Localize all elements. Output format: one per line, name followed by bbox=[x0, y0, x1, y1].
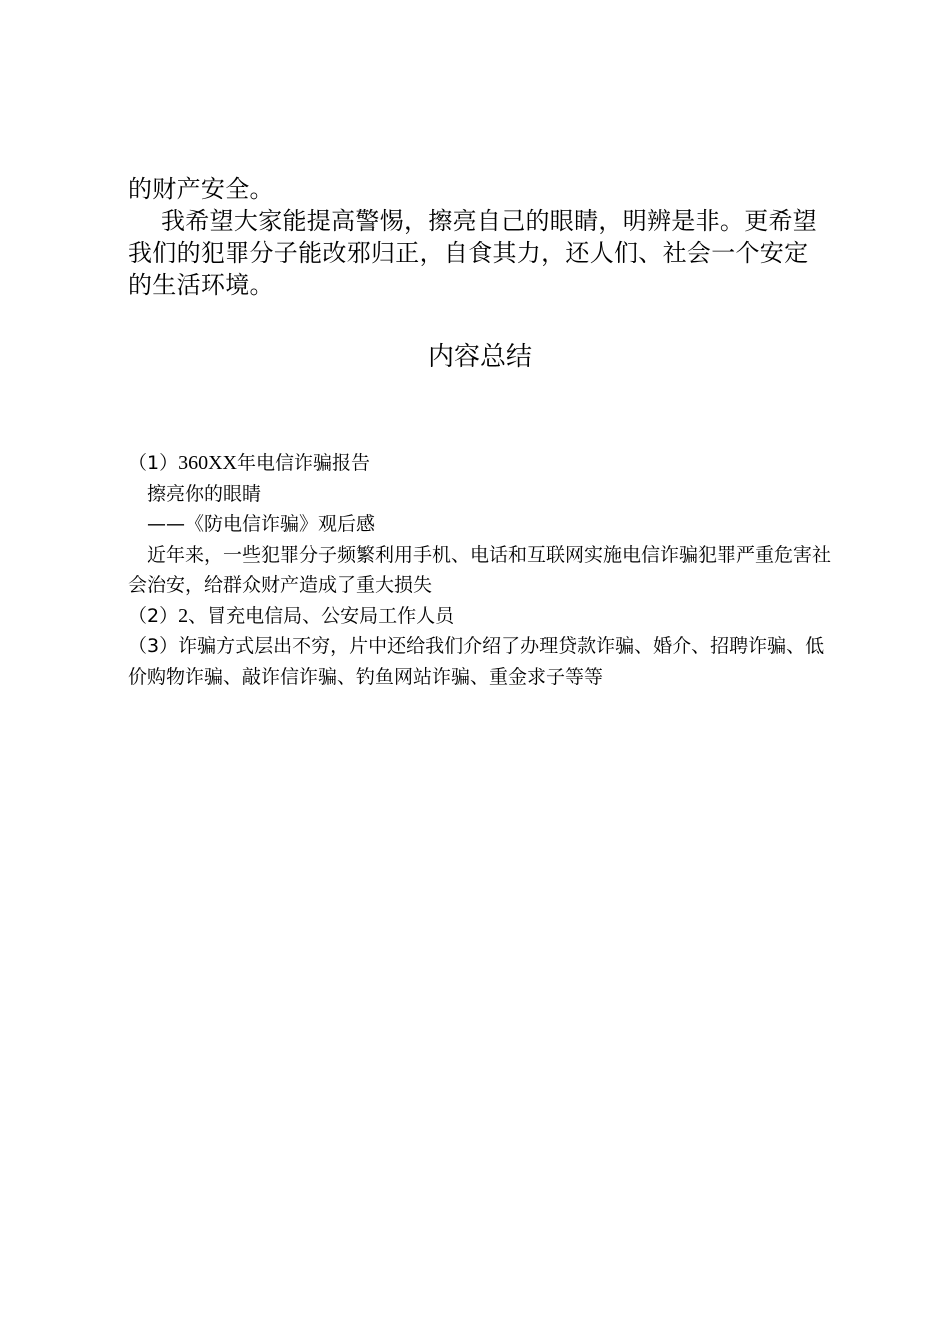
item-text: 、冒充电信局、公安局工作人员 bbox=[188, 604, 455, 627]
item-prefix: （2） bbox=[128, 604, 179, 627]
section-heading: 内容总结 bbox=[427, 342, 532, 372]
paragraph-line: 的财产安全。 bbox=[128, 175, 274, 203]
summary-list bbox=[128, 448, 838, 692]
summary-item-3: （3）诈骗方式层出不穷，片中还给我们介绍了办理贷款诈骗、婚介、招聘诈骗、低价购物诈骗、敲诈信诈骗、钓鱼网站诈骗、重金求子等等 bbox=[128, 635, 825, 688]
item-number: 2 bbox=[178, 604, 189, 627]
article-title: 擦亮你的眼睛 bbox=[147, 482, 262, 505]
closing-paragraphs bbox=[128, 173, 828, 301]
article-subtitle: ——《防电信诈骗》观后感 bbox=[147, 513, 376, 535]
item-text: 年电信诈骗报告 bbox=[236, 452, 370, 474]
paragraph: 我希望大家能提高警惕，擦亮自己的眼睛，明辨是非。更希望我们的犯罪分子能改邪归正，自食其力，还人们、社会一个安定的生活环境。 bbox=[128, 207, 818, 299]
summary-item-1 bbox=[128, 448, 838, 479]
item-number: 360XX bbox=[178, 452, 237, 474]
article-body: 近年来，一些犯罪分子频繁利用手机、电话和互联网实施电信诈骗犯罪严重危害社会治安，给群众财产造成了重大损失 bbox=[128, 543, 832, 596]
item-prefix: （1） bbox=[128, 452, 179, 474]
summary-item-2 bbox=[128, 601, 838, 632]
